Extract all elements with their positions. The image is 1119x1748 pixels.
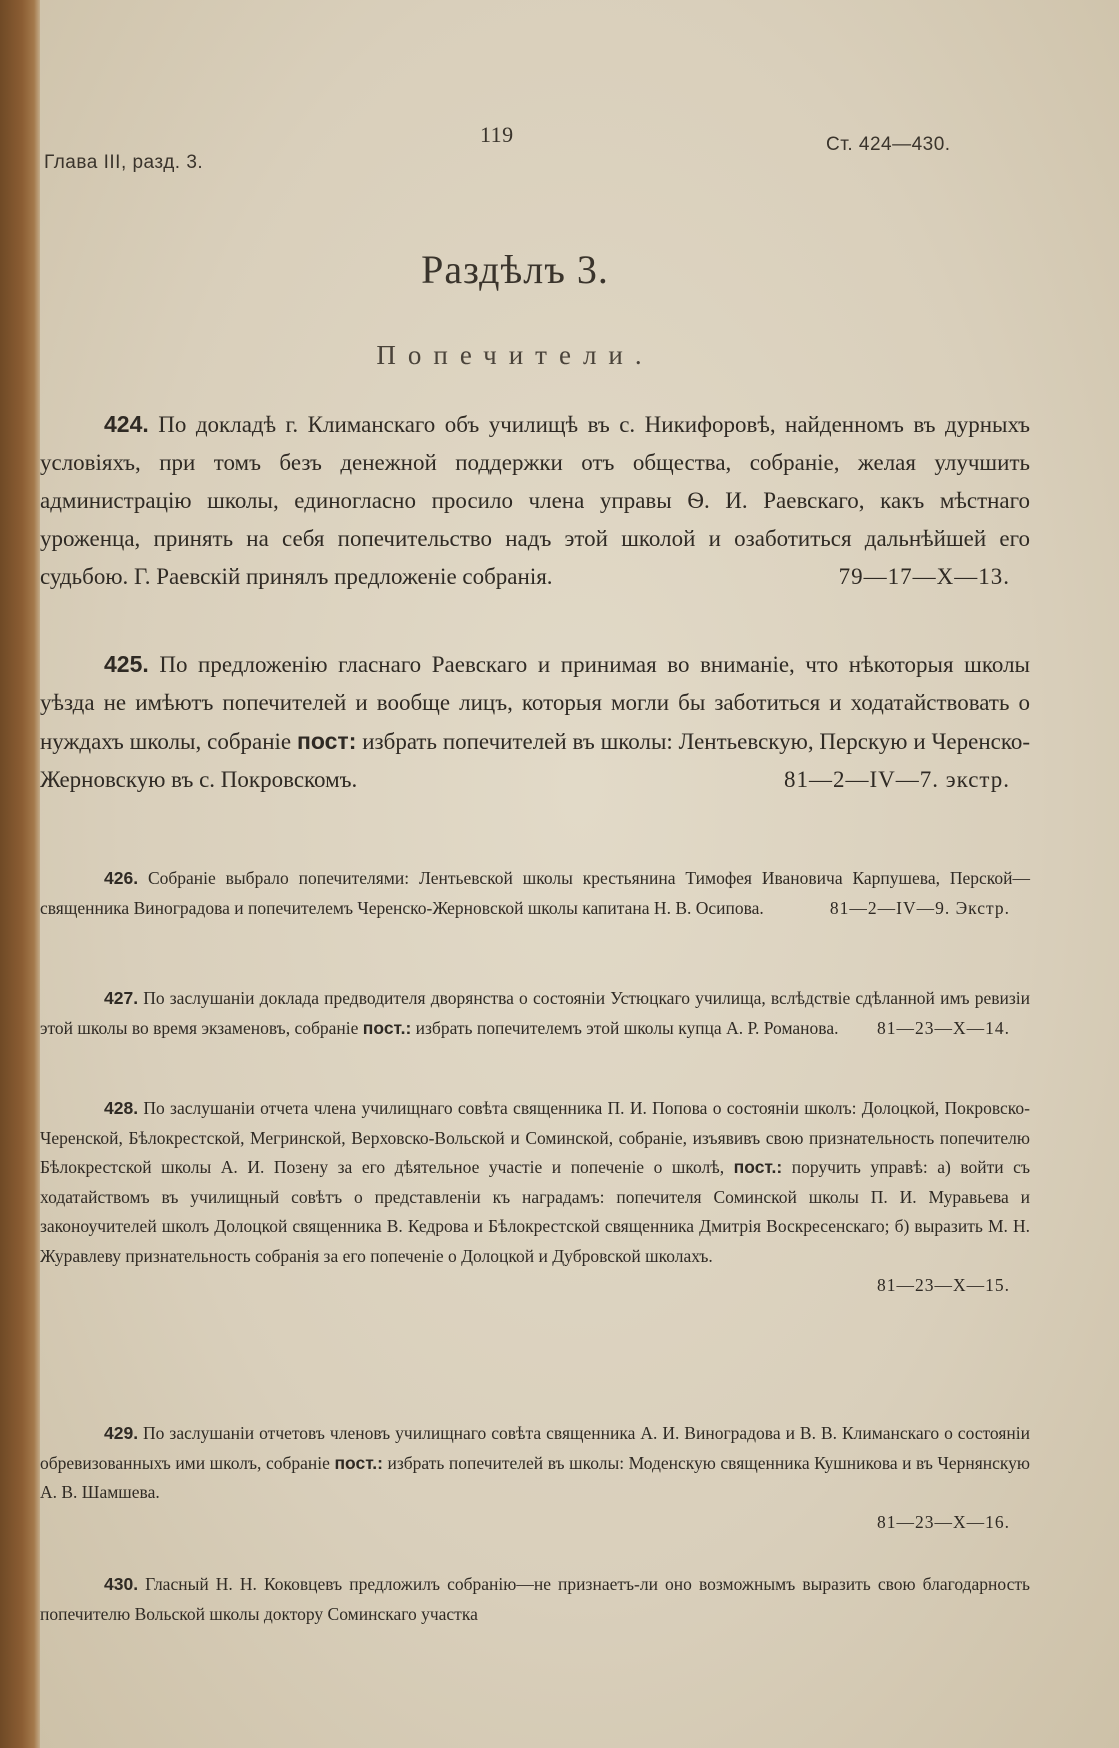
article-430 xyxy=(40,1570,1030,1629)
article-428 xyxy=(40,1094,1030,1301)
article-text: По заслушаніи отчетовъ членовъ училищнаго совѣта священника А. И. Виноградова и В. В. Климанскаго о состояніи обревизованныхъ ими школъ, собраніе xyxy=(40,1423,1030,1473)
article-reference: 81—2—IV—9. Экстр. xyxy=(829,897,1010,918)
article-text: По заслушаніи доклада предводителя дворянства о состояніи Устюцкаго училища, вслѣдствіе сдѣланной имъ ревизіи этой школы во время экзаменовъ, собраніе xyxy=(40,988,1031,1038)
document-page xyxy=(40,0,1119,1748)
article-text-continued: поручить управѣ: а) войти съ ходатайствомъ въ училищный совѣтъ о представленіи къ наградамъ: попечителя Соминской школы П. И. Муравьева и законоучителей школъ Долоцкой священника В. Кедрова и Бѣлокрестской священника Дмитрія Воскресенскаго; б) выразить М. Н. Журавлеву признательность собранія за его попеченіе о Долоцкой и Дубровской школахъ. xyxy=(40,1157,1030,1266)
article-text-continued: избрать попечителемъ этой школы купца А. Р. Романова. xyxy=(415,1017,839,1038)
article-number: 424. xyxy=(104,411,149,437)
resolution-marker: пост: xyxy=(297,728,357,754)
article-number: 428. xyxy=(104,1098,139,1118)
article-number: 425. xyxy=(104,651,149,677)
article-text: По докладѣ г. Климанскаго объ училищѣ въ с. Никифоровѣ, найденномъ въ дурныхъ условіяхъ, при томъ безъ денежной поддержки отъ общества, собраніе, желая улучшить администрацію школы, единогласно просило члена управы Ѳ. И. Раевскаго, какъ мѣстнаго уроженца, принять на себя попечительство надъ этой школой и озаботиться дальнѣйшей его судьбою. Г. Раевскій принялъ предложеніе собранія. xyxy=(40,412,1031,589)
running-header-chapter: Глава III, разд. 3. xyxy=(44,152,204,173)
article-reference: 79—17—X—13. xyxy=(838,564,1010,589)
article-number: 426. xyxy=(104,868,139,888)
article-number: 430. xyxy=(104,1574,139,1594)
article-reference: 81—23—X—14. xyxy=(876,1017,1010,1038)
resolution-marker: пост.: xyxy=(733,1157,783,1177)
article-text-continued: избрать попечителей въ школы: Моденскую священника Кушникова и въ Чернянскую А. В. Шамшева. xyxy=(40,1452,1030,1502)
section-subtitle: Попечители. xyxy=(376,340,654,370)
resolution-marker: пост.: xyxy=(362,1017,412,1038)
article-text: По заслушаніи отчета члена училищнаго совѣта священника П. И. Попова о состояніи школъ: Долоцкой, Покровско-Черенской, Бѣлокрестской, Мегринской, Верховско-Вольской и Соминской, собраніе, изъявивъ свою признательность попечителю Бѣлокрестской школы А. И. Позену за его дѣятельное участіе и попеченіе о школѣ, xyxy=(40,1098,1030,1177)
article-reference: 81—2—IV—7. экстр. xyxy=(783,767,1010,792)
running-header-articles: Ст. 424—430. xyxy=(826,134,951,155)
resolution-marker: пост.: xyxy=(334,1452,383,1473)
article-reference: 81—23—X—16. xyxy=(876,1511,1010,1532)
article-424 xyxy=(40,405,1030,596)
article-429 xyxy=(40,1419,1030,1537)
article-425 xyxy=(40,645,1030,799)
article-text: Собраніе выбрало попечителями: Лентьевской школы крестьянина Тимофея Ивановича Карпушева, Перской—священника Виноградова и попечителемъ Черенско-Жерновской школы капитана Н. В. Осипова. xyxy=(40,868,1030,918)
article-number: 429. xyxy=(104,1423,139,1443)
article-text-continued: избрать попечителей въ школы: Лентьевскую, Перскую и Черенско-Жерновскую въ с. Покровскомъ. xyxy=(40,729,1031,792)
article-number: 427. xyxy=(104,988,139,1008)
article-427 xyxy=(40,984,1030,1043)
page-number: 119 xyxy=(480,122,514,147)
book-binding-edge xyxy=(0,0,40,1748)
article-text: По предложенію гласнаго Раевскаго и принимая во вниманіе, что нѣкоторыя школы уѣзда не имѣютъ попечителей и вообще лицъ, которыя могли бы заботиться и ходатайствовать о нуждахъ школы, собраніе xyxy=(40,652,1031,754)
section-title: Раздѣлъ 3. xyxy=(421,247,609,292)
article-reference: 81—23—X—15. xyxy=(876,1275,1010,1295)
article-426 xyxy=(40,864,1030,923)
article-text: Гласный Н. Н. Коковцевъ предложилъ собранію—не признаетъ-ли оно возможнымъ выразить свою благодарность попечителю Вольской школы доктору Соминскаго участка xyxy=(40,1574,1030,1624)
